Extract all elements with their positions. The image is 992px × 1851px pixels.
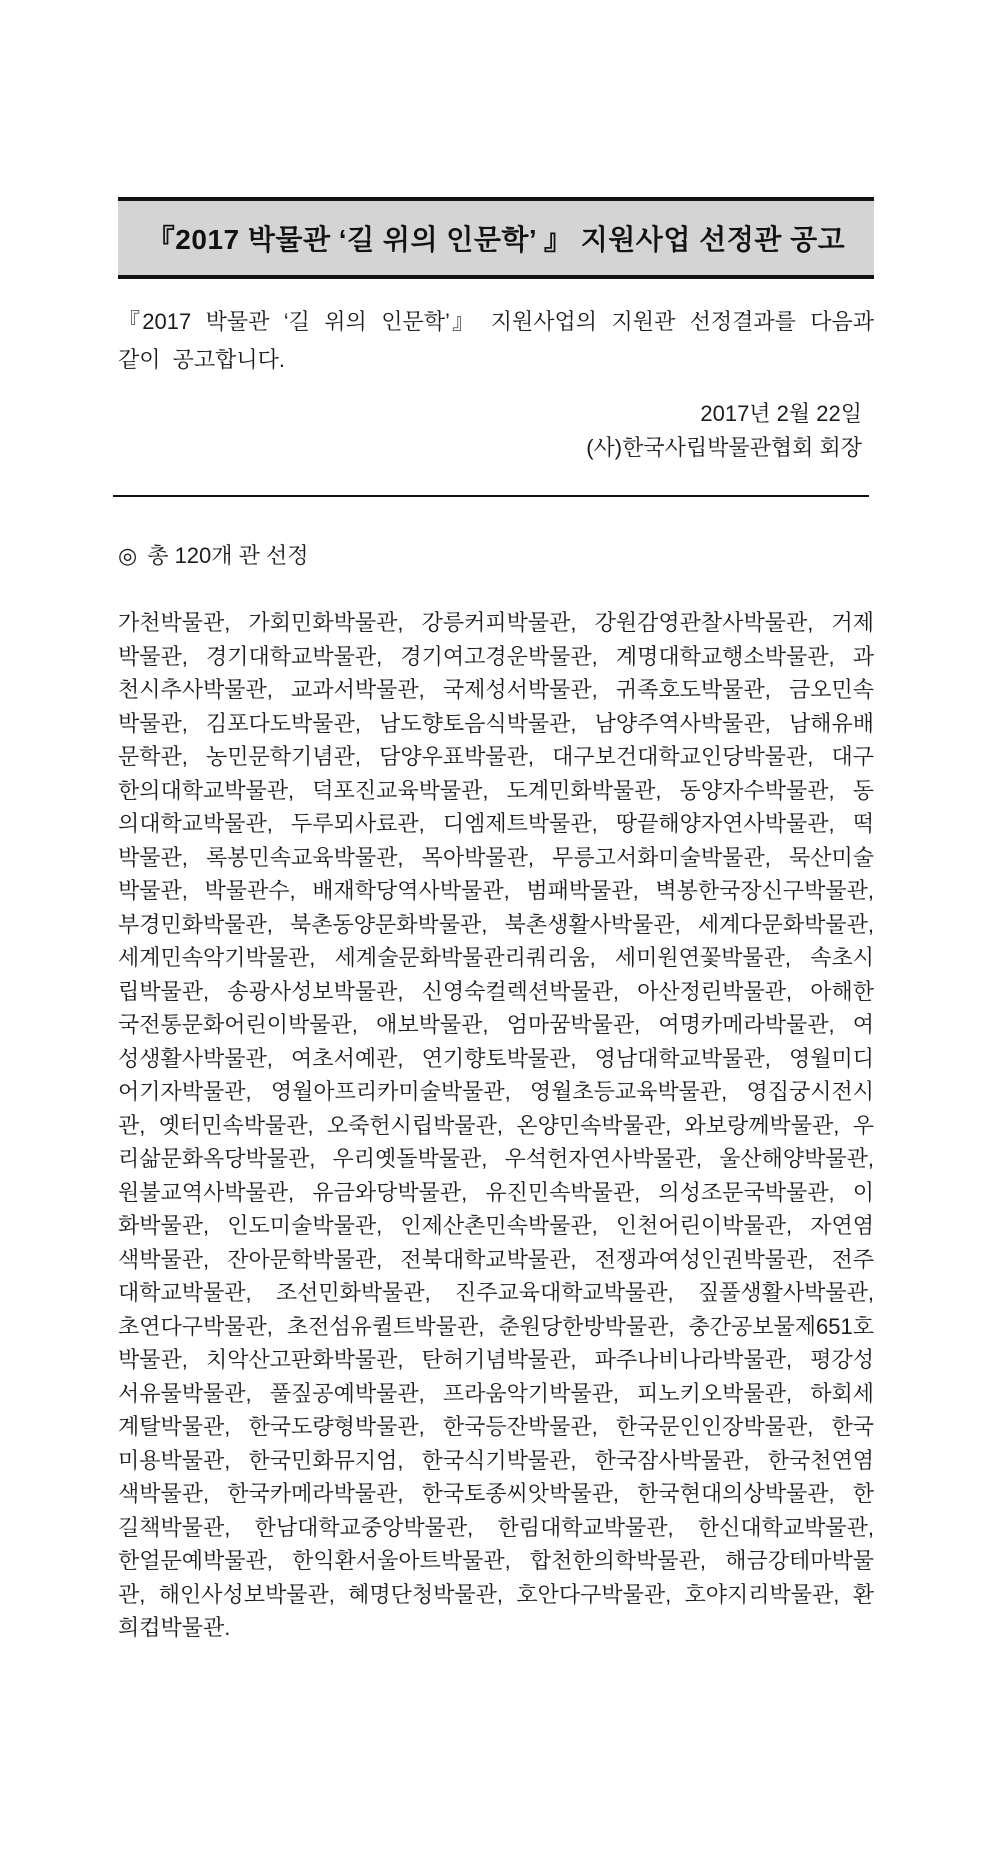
announcement-document (0, 197, 992, 1851)
signature-block (118, 397, 874, 465)
issuer-name: (사)한국사립박물관협회 회장 (586, 435, 862, 460)
section-divider-rule (113, 495, 869, 497)
museum-list: 가천박물관, 가회민화박물관, 강릉커피박물관, 강원감영관찰사박물관, 거제박물관, 경기대학교박물관, 경기여고경운박물관, 계명대학교행소박물관, 과천시추사박물관, 교과서박물관, 국제성서박물관, 귀족호도박물관, 금오민속박물관, 김포다도박물관, 남도향토음식박물관, 남양주역사박물관, 남해유배문학관, 농민문학기념관, 담양우표박물관, 대구보건대학교인당박물관, 대구한의대학교박물관, 덕포진교육박물관, 도계민화박물관, 동양자수박물관, 동의대학교박물관, 두루뫼사료관, 디엠제트박물관, 땅끝해양자연사박물관, 떡박물관, 록봉민속교육박물관, 목아박물관, 무릉고서화미술박물관, 묵산미술박물관, 박물관수, 배재학당역사박물관, 범패박물관, 벽봉한국장신구박물관, 부경민화박물관, 북촌동양문화박물관, 북촌생활사박물관, 세계다문화박물관, 세계민속악기박물관, 세계술문화박물관리쿼리움, 세미원연꽃박물관, 속초시립박물관, 송광사성보박물관, 신영숙컬렉션박물관, 아산정린박물관, 아해한국전통문화어린이박물관, 애보박물관, 엄마꿈박물관, 여명카메라박물관, 여성생활사박물관, 여초서예관, 연기향토박물관, 영남대학교박물관, 영월미디어기자박물관, 영월아프리카미술박물관, 영월초등교육박물관, 영집궁시전시관, 옛터민속박물관, 오죽헌시립박물관, 온양민속박물관, 와보랑께박물관, 우리삶문화옥당박물관, 우리옛돌박물관, 우석헌자연사박물관, 울산해양박물관, 원불교역사박물관, 유금와당박물관, 유진민속박물관, 의성조문국박물관, 이화박물관, 인도미술박물관, 인제산촌민속박물관, 인천어린이박물관, 자연염색박물관, 잔아문학박물관, 전북대학교박물관, 전쟁과여성인권박물관, 전주대학교박물관, 조선민화박물관, 진주교육대학교박물관, 짚풀생활사박물관, 초연다구박물관, 초전섬유퀼트박물관, 춘원당한방박물관, 충간공보물제651호박물관, 치악산고판화박물관, 탄허기념박물관, 파주나비나라박물관, 평강성서유물박물관, 풀짚공예박물관, 프라움악기박물관, 피노키오박물관, 하회세계탈박물관, 한국도량형박물관, 한국등잔박물관, 한국문인인장박물관, 한국미용박물관, 한국민화뮤지엄, 한국식기박물관, 한국잠사박물관, 한국천연염색박물관, 한국카메라박물관, 한국토종씨앗박물관, 한국현대의상박물관, 한길책박물관, 한남대학교중앙박물관, 한림대학교박물관, 한신대학교박물관, 한얼문예박물관, 한익환서울아트박물관, 합천한의학박물관, 해금강테마박물관, 해인사성보박물관, 혜명단청박물관, 호안다구박물관, 호야지리박물관, 환희컵박물관. (118, 610, 874, 1640)
page-title: 『2017 박물관 ‘길 위의 인문학’ 』 지원사업 선정관 공고 (146, 224, 846, 255)
title-banner (118, 197, 874, 279)
selection-count-text: 총 120개 관 선정 (147, 543, 309, 568)
double-circle-bullet-icon: ◎ (118, 543, 138, 568)
announcement-date: 2017년 2월 22일 (700, 401, 862, 426)
intro-paragraph: 『2017 박물관 ‘길 위의 인문학’』 지원사업의 지원관 선정결과를 다음과 같이 공고합니다. (118, 309, 874, 372)
selection-count-heading (118, 539, 874, 570)
